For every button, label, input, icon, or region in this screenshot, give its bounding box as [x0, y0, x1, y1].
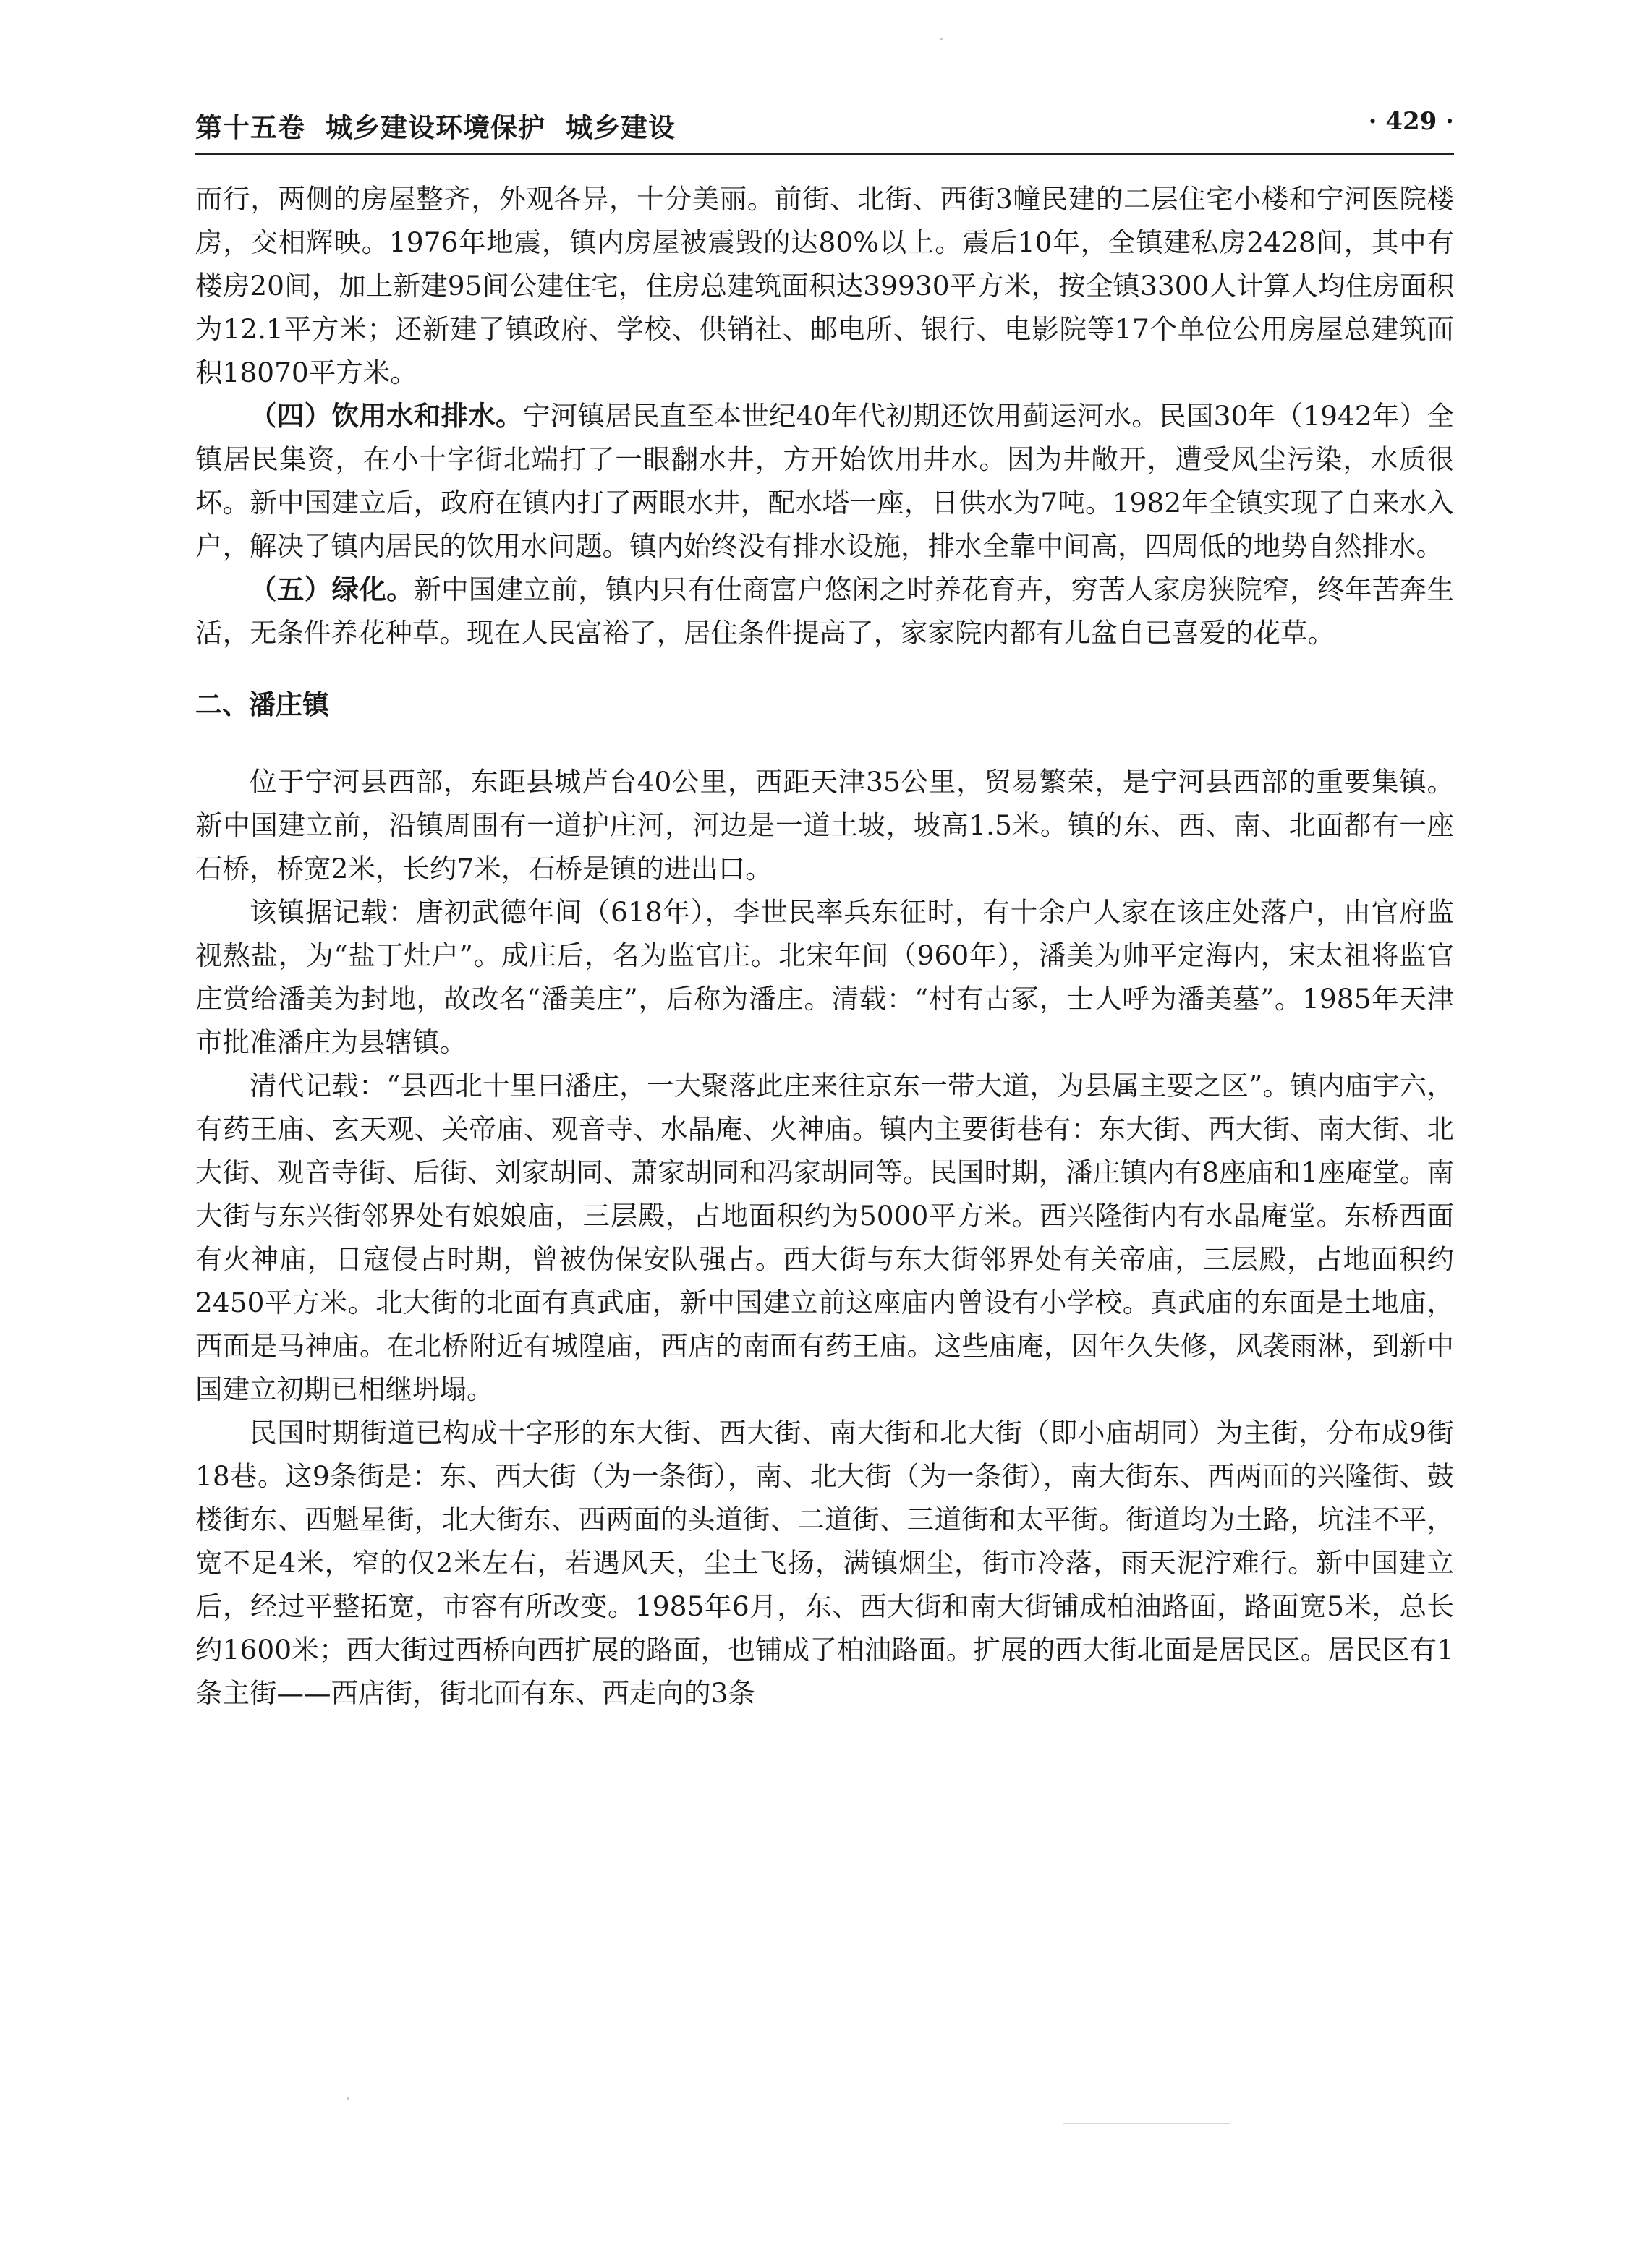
header-divider [195, 153, 1454, 155]
page-number: · 429 · [1368, 107, 1454, 136]
paragraph-text: 民国时期街道已构成十字形的东大街、西大街、南大街和北大街（即小庙胡同）为主街，分布成9街18巷。这9条街是：东、西大街（为一条街），南、北大街（为一条街），南大街东、西两面的兴隆街、鼓楼街东、西魁星街，北大街东、西两面的头道街、二道街、三道街和太平街。街道均为土路，坑洼不平，宽不足4米，窄的仅2米左右，若遇风天，尘土飞扬，满镇烟尘，街市冷落，雨天泥泞难行。新中国建立后，经过平整拓宽，市容有所改变。1985年6月，东、西大街和南大街铺成柏油路面，路面宽5米，总长约1600米；西大街过西桥向西扩展的路面，也铺成了柏油路面。扩展的西大街北面是居民区。居民区有1条主街——西店街，街北面有东、西走向的3条 [195, 1417, 1454, 1709]
running-header-title [195, 106, 676, 145]
subheading-drinking-water: （四）饮用水和排水。 [250, 400, 523, 432]
paragraph-location [195, 760, 1454, 890]
paragraph-text: 宁河镇居民直至本世纪40年代初期还饮用蓟运河水。民国30年（1942年）全镇居民集资，在小十字街北端打了一眼翻水井，方开始饮用井水。因为井敞开，遭受风尘污染，水质很坏。新中国建立后，政府在镇内打了两眼水井，配水塔一座，日供水为7吨。1982年全镇实现了自来水入户，解决了镇内居民的饮用水问题。镇内始终没有排水设施，排水全靠中间高，四周低的地势自然排水。 [195, 400, 1454, 562]
subheading-greening: （五）绿化。 [250, 574, 415, 605]
paragraph-continued [195, 177, 1454, 394]
paragraph-text: 清代记载：“县西北十里曰潘庄，一大聚落此庄来往京东一带大道，为县属主要之区”。镇内庙宇六，有药王庙、玄天观、关帝庙、观音寺、水晶庵、火神庙。镇内主要街巷有：东大街、西大街、南大街、北大街、观音寺街、后街、刘家胡同、萧家胡同和冯家胡同等。民国时期，潘庄镇内有8座庙和1座庵堂。南大街与东兴街邻界处有娘娘庙，三层殿，占地面积约为5000平方米。西兴隆街内有水晶庵堂。东桥西面有火神庙，日寇侵占时期，曾被伪保安队强占。西大街与东大街邻界处有关帝庙，三层殿，占地面积约2450平方米。北大街的北面有真武庙，新中国建立前这座庙内曾设有小学校。真武庙的东面是土地庙，西面是马神庙。在北桥附近有城隍庙，西店的南面有药王庙。这些庙庵，因年久失修，风袭雨淋，到新中国建立初期已相继坍塌。 [195, 1070, 1454, 1405]
paragraph-text: 该镇据记载：唐初武德年间（618年），李世民率兵东征时，有十余户人家在该庄处落户，由官府监视熬盐，为“盐丁灶户”。成庄后，名为监官庄。北宋年间（960年），潘美为帅平定海内，宋太祖将监官庄赏给潘美为封地，故改名“潘美庄”，后称为潘庄。清载：“村有古冢，士人呼为潘美墓”。1985年天津市批准潘庄为县辖镇。 [195, 896, 1454, 1058]
running-header [195, 103, 1454, 153]
section-heading-panzhuang: 二、潘庄镇 [195, 689, 329, 720]
section-label: 城乡建设环境保护 [326, 112, 545, 143]
paragraph-streets [195, 1411, 1454, 1715]
scan-speck [347, 2097, 349, 2100]
subsection-label: 城乡建设 [566, 112, 676, 143]
paragraph-history [195, 890, 1454, 1064]
scan-speck [940, 38, 943, 40]
paragraph-text: 新中国建立前，镇内只有仕商富户悠闲之时养花育卉，穷苦人家房狭院窄，终年苦奔生活，无条件养花种草。现在人民富裕了，居住条件提高了，家家院内都有儿盆自已喜爱的花草。 [195, 574, 1454, 649]
volume-label: 第十五卷 [195, 112, 305, 143]
paragraph-text: 而行，两侧的房屋整齐，外观各异，十分美丽。前街、北街、西街3幢民建的二层住宅小楼和宁河医院楼房，交相辉映。1976年地震，镇内房屋被震毁的达80%以上。震后10年，全镇建私房2428间，其中有楼房20间，加上新建95间公建住宅，住房总建筑面积达39930平方米，按全镇3300人计算人均住房面积为12.1平方米；还新建了镇政府、学校、供销社、邮电所、银行、电影院等17个单位公用房屋总建筑面积18070平方米。 [195, 183, 1454, 388]
paragraph-drinking-water [195, 394, 1454, 568]
paragraph-temples [195, 1064, 1454, 1411]
paragraph-greening [195, 568, 1454, 655]
paragraph-text: 位于宁河县西部，东距县城芦台40公里，西距天津35公里，贸易繁荣，是宁河县西部的重要集镇。新中国建立前，沿镇周围有一道护庄河，河边是一道土坡，坡高1.5米。镇的东、西、南、北面都有一座石桥，桥宽2米，长约7米，石桥是镇的进出口。 [195, 766, 1454, 884]
page-body [195, 177, 1454, 1715]
scan-speck [1063, 2123, 1230, 2124]
